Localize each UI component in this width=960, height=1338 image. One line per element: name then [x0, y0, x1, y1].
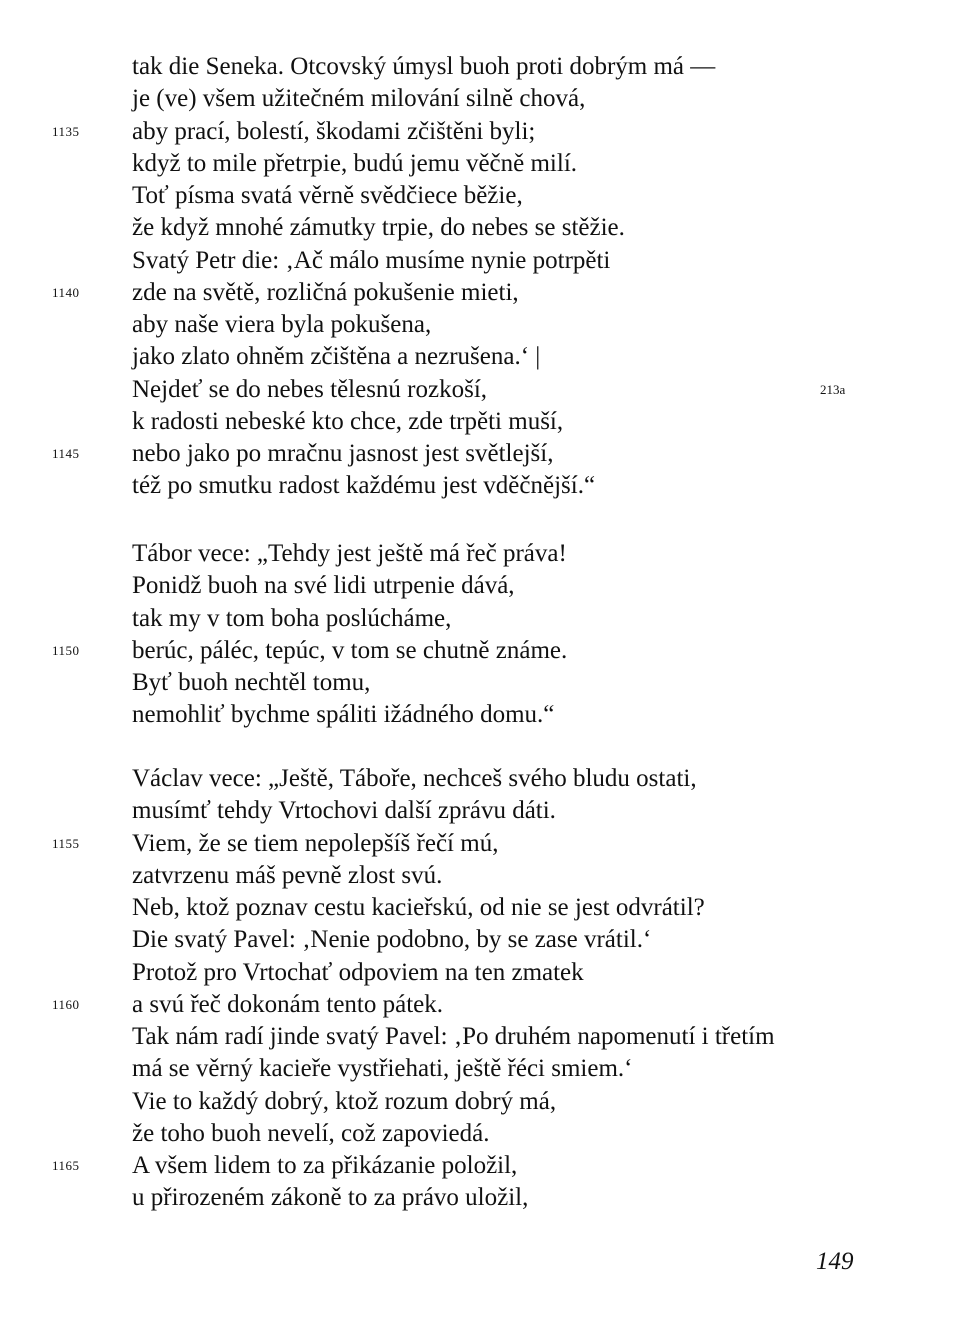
verse-text: Svatý Petr die: ‚Ač málo musíme nynie potrpěti [132, 246, 611, 274]
verse-text: aby prací, bolestí, škodami zčištěni byli; [132, 117, 536, 145]
verse-text: zatvrzenu máš pevně zlost svú. [132, 861, 443, 889]
verse-text: má se věrný kacieře vystřiehati, ještě řéci smiem.‘ [132, 1055, 633, 1083]
verse-line [0, 828, 960, 860]
verse-text: Byť buoh nechtěl tomu, [132, 669, 371, 696]
verse-text: berúc, páléc, tepúc, v tom se chutně známe. [132, 636, 568, 664]
line-number: 1150 [52, 642, 80, 658]
verse-line [0, 924, 960, 956]
verse-line [0, 277, 960, 309]
line-number: 1135 [52, 123, 80, 139]
verse-line [0, 538, 960, 570]
verse-line [0, 116, 960, 148]
verse-text: jako zlato ohněm zčištěna a nezrušena.‘ | [132, 343, 541, 371]
verse-line [0, 1182, 960, 1214]
verse-line [0, 763, 960, 795]
verse-line [0, 1053, 960, 1085]
verse-line [0, 1150, 960, 1182]
verse-line [0, 1021, 960, 1053]
verse-text: nebo jako po mračnu jasnost jest světlejší, [132, 440, 554, 467]
line-number: 1145 [52, 446, 80, 461]
verse-line [0, 406, 960, 438]
verse-line [0, 148, 960, 180]
verse-line [0, 860, 960, 892]
verse-text: když to mile přetrpie, budú jemu věčně milí. [132, 149, 578, 177]
verse-line [0, 438, 960, 470]
verse-text: tak my v tom boha poslúcháme, [132, 604, 452, 632]
verse-line [0, 341, 960, 373]
verse-line [0, 470, 960, 502]
verse-text: též po smutku radost každému jest vděčnější.“ [132, 472, 596, 500]
verse-text: a svú řeč dokonám tento pátek. [132, 990, 444, 1018]
verse-text: musímť tehdy Vrtochovi další zprávu dáti. [132, 797, 556, 825]
stanza-vaclav [0, 763, 960, 1215]
line-number: 1155 [52, 835, 80, 851]
verse-line [0, 570, 960, 602]
verse-line [0, 51, 960, 83]
verse-text: že když mnohé zámutky trpie, do nebes se stěžie. [132, 214, 625, 242]
verse-text: tak die Seneka. Otcovský úmysl buoh proti dobrým má — [132, 53, 716, 80]
verse-text: Viem, že se tiem nepolepšíš řečí mú, [132, 829, 499, 857]
line-number: 1165 [52, 1158, 80, 1173]
verse-text: aby naše viera byla pokušena, [132, 311, 432, 338]
verse-text: je (ve) všem užitečném milování silně chová, [132, 85, 586, 113]
line-number: 1140 [52, 284, 80, 300]
verse-line [0, 1086, 960, 1118]
verse-text: zde na světě, rozličná pokušenie mieti, [132, 278, 519, 306]
verse-line [0, 83, 960, 115]
verse-line [0, 1118, 960, 1150]
verse-line [0, 635, 960, 667]
verse-text: Die svatý Pavel: ‚Nenie podobno, by se zase vrátil.‘ [132, 926, 652, 954]
stanza-seneka [0, 51, 960, 503]
verse-text: Neb, ktož poznav cestu kacieřskú, od nie se jest odvrátil? [132, 894, 705, 921]
stanza-tabor [0, 538, 960, 732]
verse-text: Nejdeť se do nebes tělesnú rozkoší, [132, 375, 488, 403]
verse-text: Ponidž buoh na své lidi utrpenie dává, [132, 572, 515, 600]
verse-line [0, 180, 960, 212]
verse-text: Tak nám radí jinde svatý Pavel: ‚Po druhém napomenutí i třetím [132, 1023, 775, 1050]
verse-text: Vie to každý dobrý, ktož rozum dobrý má, [132, 1087, 557, 1115]
verse-text: A všem lidem to za přikázanie položil, [132, 1152, 518, 1179]
verse-text: Toť písma svatá věrně svědčiece běžie, [132, 182, 523, 209]
verse-line [0, 892, 960, 924]
verse-text: Protož pro Vrtochať odpoviem na ten zmatek [132, 958, 584, 986]
verse-line [0, 245, 960, 277]
verse-line [0, 795, 960, 827]
folio-marker: 213a [820, 381, 846, 397]
verse-line [0, 957, 960, 989]
verse-text: u přirozeném zákoně to za právo uložil, [132, 1184, 529, 1212]
page-number: 149 [816, 1248, 854, 1275]
verse-text: Tábor vece: „Tehdy jest ještě má řeč práva! [132, 540, 567, 567]
verse-text: k radosti nebeské kto chce, zde trpěti muší, [132, 407, 564, 435]
verse-text: nemohliť bychme spáliti ižádného domu.“ [132, 701, 555, 729]
verse-line [0, 374, 960, 406]
verse-line [0, 212, 960, 244]
verse-line [0, 667, 960, 699]
verse-text: Václav vece: „Ještě, Tábořе, nechceš svého bludu ostati, [132, 765, 697, 792]
verse-line [0, 989, 960, 1021]
verse-line [0, 699, 960, 731]
verse-text: že toho buoh nevelí, což zapoviedá. [132, 1119, 490, 1147]
verse-line [0, 309, 960, 341]
verse-line [0, 603, 960, 635]
line-number: 1160 [52, 996, 80, 1012]
